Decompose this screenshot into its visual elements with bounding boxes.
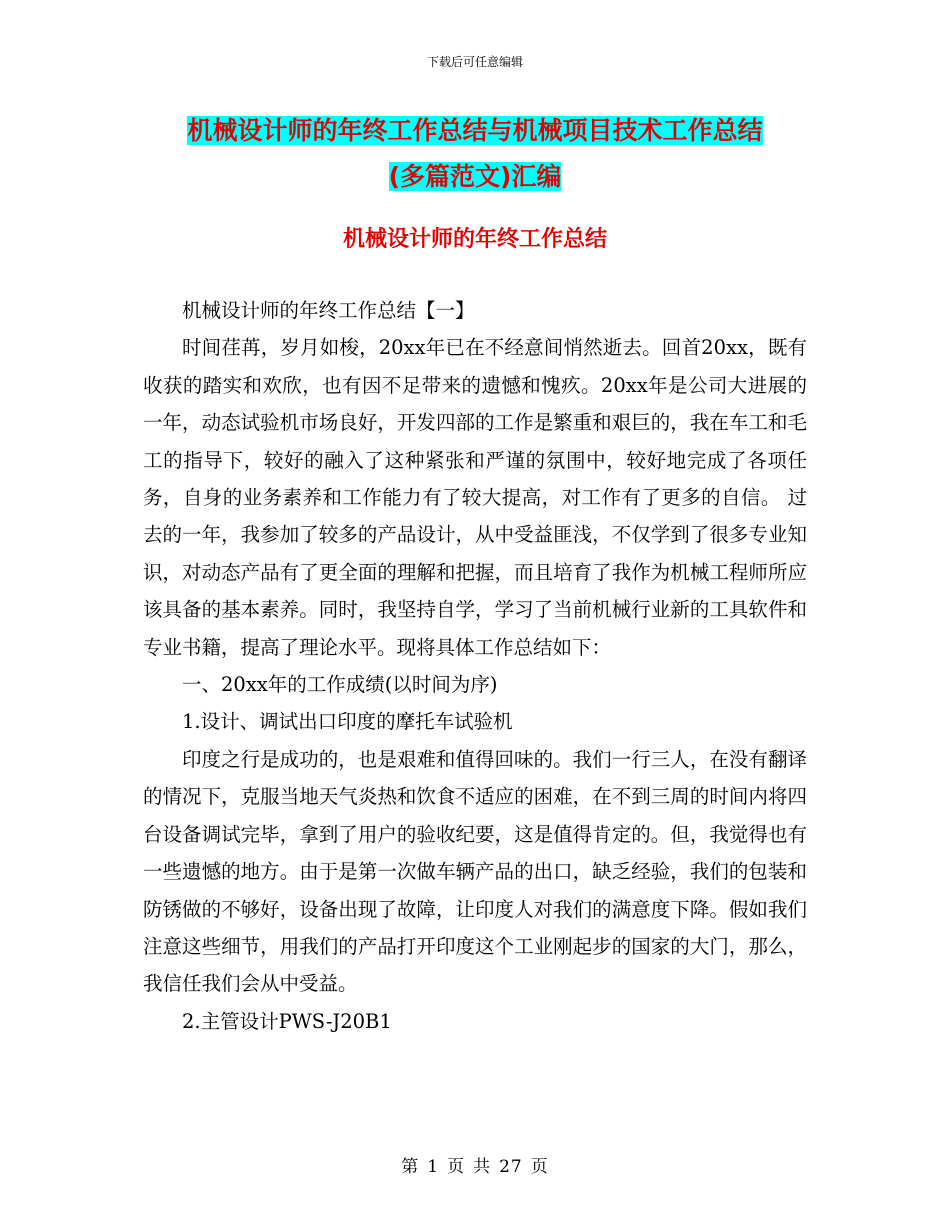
page-footer [0, 1152, 950, 1177]
document-title-line1: 机械设计师的年终工作总结与机械项目技术工作总结 [187, 116, 763, 145]
footer-total-prefix: 共 [473, 1157, 492, 1177]
section-heading: 机械设计师的年终工作总结 [342, 227, 607, 252]
paragraph-heading: 2.主管设计PWS-J20B1 [182, 1009, 392, 1033]
footer-prefix: 第 [401, 1157, 420, 1177]
page-number: 1 [427, 1157, 440, 1177]
document-title-line2: (多篇范文)汇编 [388, 162, 562, 191]
footer-page-label: 页 [447, 1157, 466, 1177]
page-total: 27 [499, 1157, 523, 1177]
paragraph: 印度之行是成功的，也是艰难和值得回味的。我们一行三人，在没有翻译的情况下，克服当地天气炎热和饮食不适应的困难，在不到三周的时间内将四台设备调试完毕，拿到了用户的验收纪要，这是值得肯定的。但，我觉得也有一些遗憾的地方。由于是第一次做车辆产品的出口，缺乏经验，我们的包装和防锈做的不够好，设备出现了故障，让印度人对我们的满意度下降。假如我们注意这些细节，用我们的产品打开印度这个工业刚起步的国家的大门，那么，我信任我们会从中受益。 [143, 747, 807, 996]
footer-total-label: 页 [530, 1157, 549, 1177]
document-body [143, 292, 807, 1040]
paragraph-heading: 1.设计、调试出口印度的摩托车试验机 [182, 710, 513, 734]
paragraph-heading: 一、20xx年的工作成绩(以时间为序) [182, 673, 498, 697]
page-header-note: 下载后可任意编辑 [426, 55, 523, 69]
document-title [143, 108, 807, 200]
paragraph: 时间荏苒，岁月如梭，20xx年已在不经意间悄然逝去。回首20xx，既有收获的踏实和欢欣，也有因不足带来的遗憾和愧疚。20xx年是公司大进展的一年，动态试验机市场良好，开发四部的工作是繁重和艰巨的，我在车工和毛工的指导下，较好的融入了这种紧张和严谨的氛围中，较好地完成了各项任务，自身的业务素养和工作能力有了较大提高，对工作有了更多的自信。 过去的一年，我参加了较多的产品设计，从中受益匪浅，不仅学到了很多专业知识，对动态产品有了更全面的理解和把握，而且培育了我作为机械工程师所应该具备的基本素养。同时，我坚持自学，学习了当前机械行业新的工具软件和专业书籍，提高了理论水平。现将具体工作总结如下： [143, 336, 807, 659]
paragraph-subheading: 机械设计师的年终工作总结【一】 [182, 299, 475, 322]
